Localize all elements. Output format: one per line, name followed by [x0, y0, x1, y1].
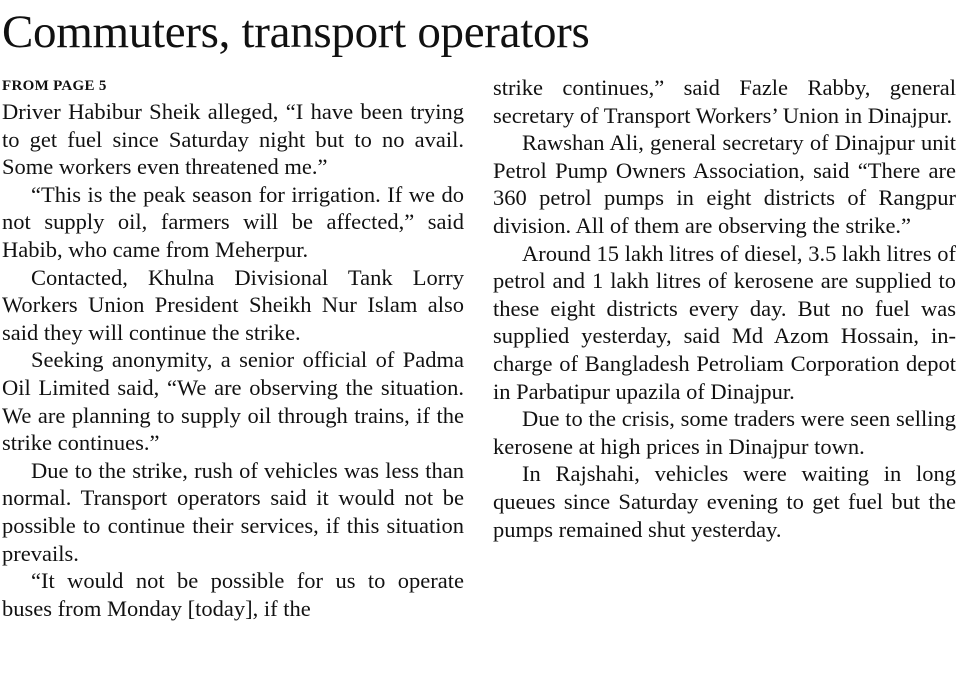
article-column-left	[2, 74, 464, 622]
paragraph: “This is the peak season for irrigation. If we do not supply oil, farmers will be affected,” said Habib, who came from Meherpur.	[2, 181, 464, 262]
paragraph: strike continues,” said Fazle Rabby, general secretary of Transport Workers’ Union in Dinajpur.	[493, 75, 956, 128]
paragraph: In Rajshahi, vehicles were waiting in long queues since Saturday evening to get fuel but the pumps remained shut yesterday.	[493, 461, 956, 542]
paragraph: Driver Habibur Sheik alleged, “I have been trying to get fuel since Saturday night but to no avail. Some workers even threatened me.”	[2, 99, 464, 180]
paragraph: Due to the strike, rush of vehicles was less than normal. Transport operators said it would not be possible to continue their services, if this situation prevails.	[2, 457, 464, 566]
article-column-right	[493, 74, 956, 543]
headline: Commuters, transport operators	[2, 6, 590, 58]
paragraph: Rawshan Ali, general secretary of Dinajpur unit Petrol Pump Owners Association, said “There are 360 petrol pumps in eight districts of Rangpur division. All of them are observing the strike.”	[493, 130, 956, 238]
paragraph: Contacted, Khulna Divisional Tank Lorry Workers Union President Sheikh Nur Islam also said they will continue the strike.	[2, 264, 464, 345]
paragraph: Due to the crisis, some traders were seen selling kerosene at high prices in Dinajpur town.	[493, 406, 956, 459]
paragraph: “It would not be possible for us to operate buses from Monday [today], if the	[2, 568, 464, 621]
paragraph: Seeking anonymity, a senior official of Padma Oil Limited said, “We are observing the situation. We are planning to supply oil through trains, if the strike continues.”	[2, 347, 464, 456]
paragraph: Around 15 lakh litres of diesel, 3.5 lakh litres of petrol and 1 lakh litres of kerosene are supplied to these eight districts every day. But no fuel was supplied yesterday, said Md Azom Hossain, in-charge of Bangladesh Petroliam Corporation depot in Parbatipur upazila of Dinajpur.	[493, 240, 956, 404]
continuation-label: FROM PAGE 5	[2, 78, 107, 94]
